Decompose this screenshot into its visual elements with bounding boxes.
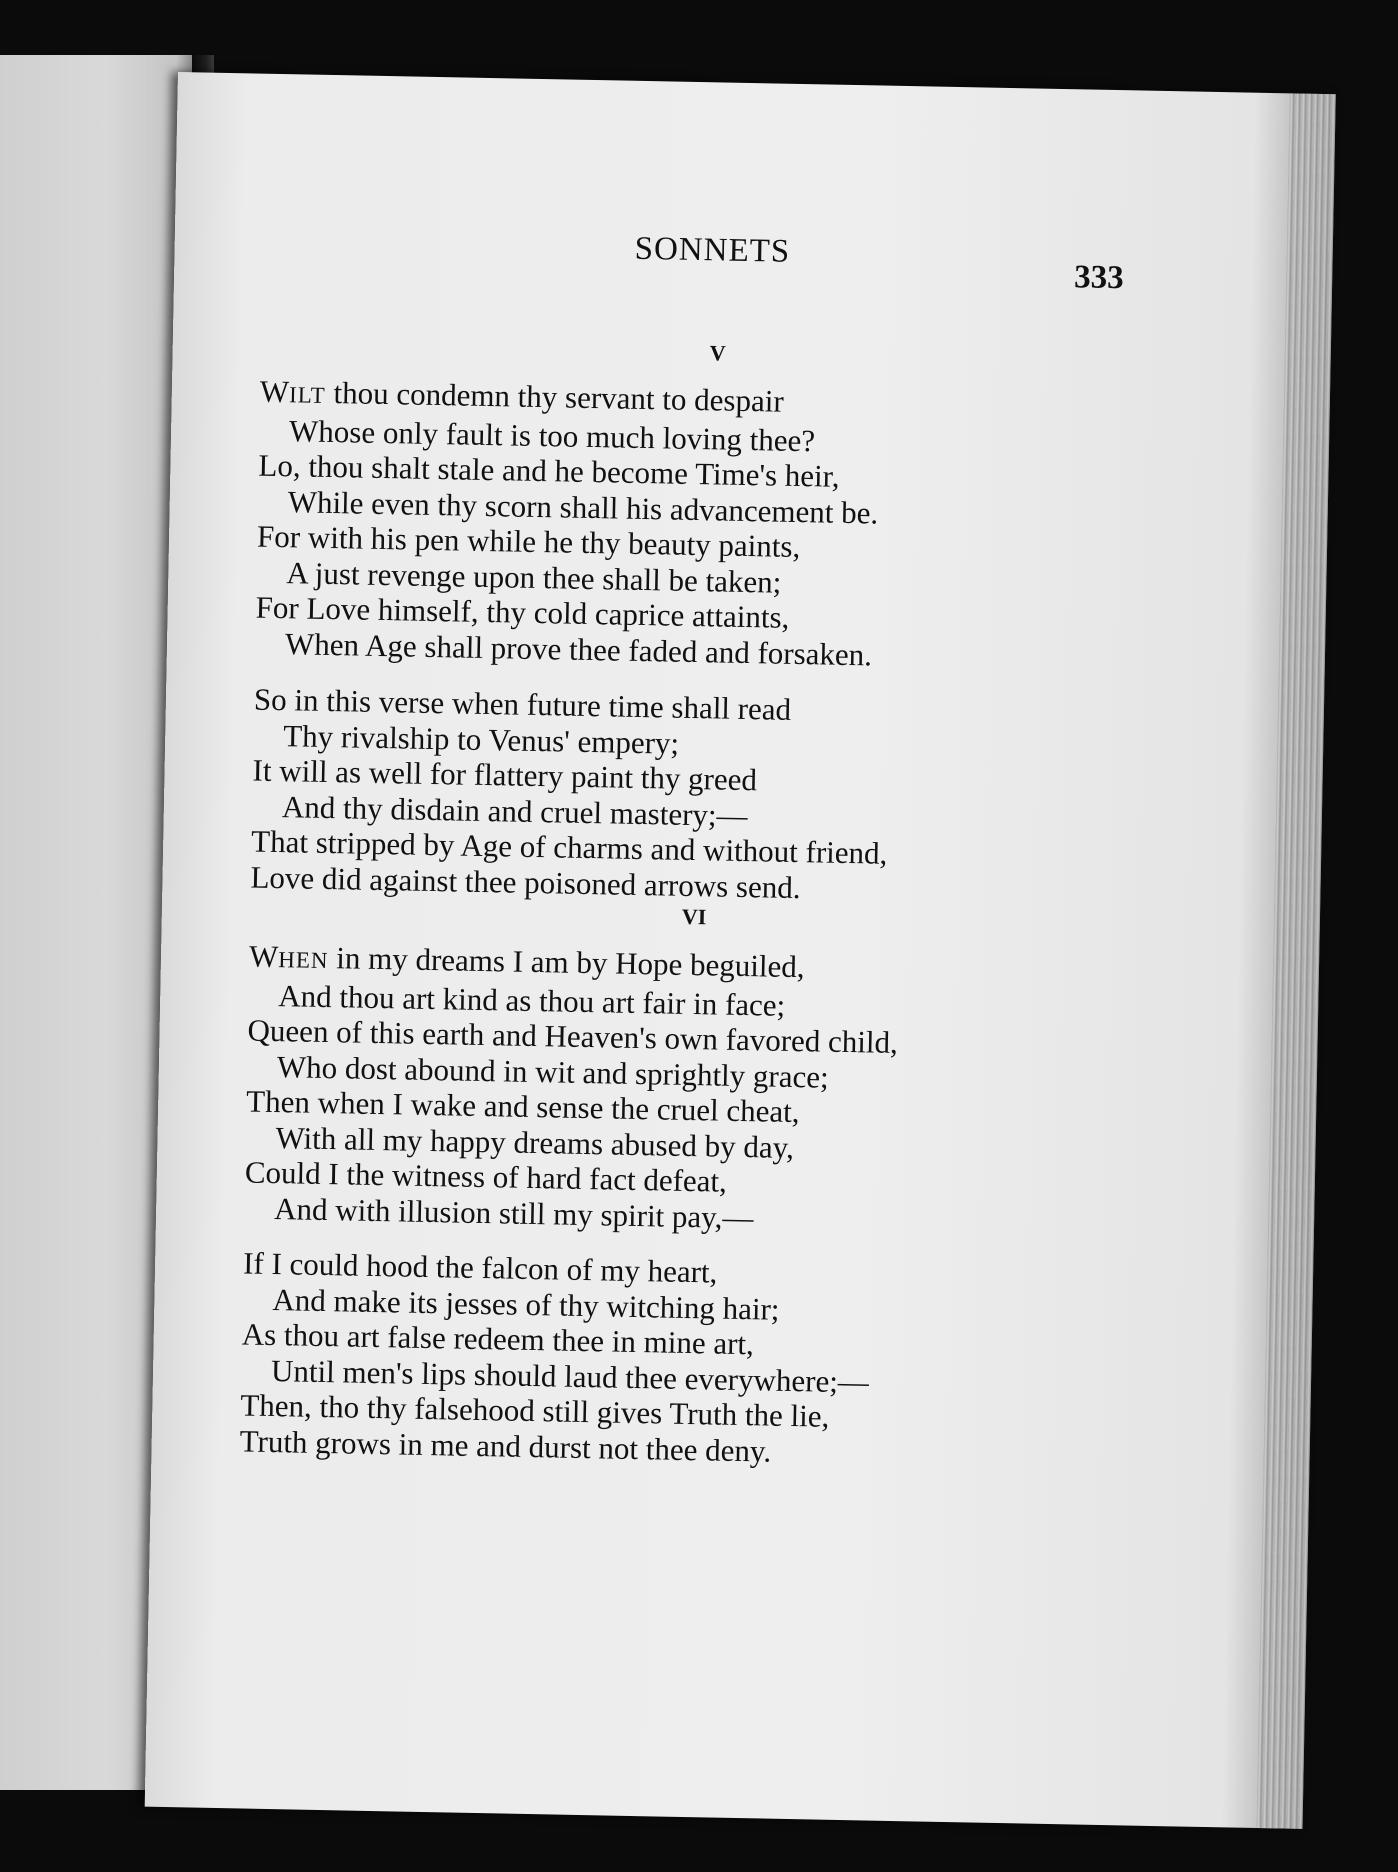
- verse-line: So in this verse when future time shall read: [253, 681, 792, 727]
- verse-line: And thy disdain and cruel mastery;—: [281, 788, 748, 833]
- verse-line: If I could hood the falcon of my heart,: [242, 1245, 718, 1290]
- verse-line: Until men's lips should laud thee everywhere;—: [270, 1352, 870, 1400]
- verse-line: Whose only fault is too much loving thee?: [288, 412, 816, 458]
- line-text: thou condemn thy servant to despair: [325, 374, 785, 419]
- verse-line: Queen of this earth and Heaven's own favored child,: [247, 1012, 899, 1060]
- verse-line: And thou art kind as thou art fair in face;: [277, 977, 786, 1023]
- small-caps: ILT: [288, 382, 326, 408]
- running-head: SONNETS: [634, 230, 791, 270]
- verse-line: Then, tho thy falsehood still gives Truth the lie,: [240, 1387, 830, 1434]
- verse-line: As thou art false redeem thee in mine art,: [241, 1316, 755, 1362]
- verse-line: A just revenge upon thee shall be taken;: [286, 554, 782, 600]
- verse-line: Could I the witness of hard fact defeat,: [244, 1154, 728, 1199]
- stanza: [250, 682, 890, 907]
- verse-line: With all my happy dreams abused by day,: [275, 1119, 795, 1165]
- verse-line: When Age shall prove thee faded and forsaken.: [284, 625, 873, 672]
- verse-line: Then when I wake and sense the cruel cheat,: [245, 1083, 800, 1130]
- verse-line: For with his pen while he thy beauty paints,: [256, 518, 801, 565]
- verse-line: Who dost abound in wit and sprightly grace;: [276, 1048, 830, 1095]
- page-number: 333: [1073, 259, 1125, 297]
- page-wrap: [145, 72, 1336, 1829]
- verse-line: For Love himself, thy cold caprice attaints,: [255, 589, 790, 635]
- verse-line: While even thy scorn shall his advancement be.: [287, 483, 879, 531]
- sonnet-numeral: V: [709, 340, 726, 366]
- sonnet-numeral: VI: [681, 903, 707, 930]
- verse-line: And make its jesses of thy witching hair;: [272, 1281, 780, 1327]
- verse-line: And with illusion still my spirit pay,—: [273, 1190, 754, 1235]
- book-page: [145, 72, 1336, 1829]
- verse-line: It will as well for flattery paint thy greed: [252, 752, 758, 798]
- stanza: [239, 1245, 871, 1470]
- verse-line: Thy rivalship to Venus' empery;: [282, 717, 680, 761]
- line-text: in my dreams I am by Hope beguiled,: [328, 940, 805, 985]
- verse-line: That stripped by Age of charms and without friend,: [250, 823, 888, 871]
- stanza: [244, 939, 900, 1238]
- small-caps: HEN: [278, 947, 329, 974]
- page-edges: [1256, 93, 1335, 1829]
- initial-capital: W: [248, 938, 279, 975]
- verse-line: Truth grows in me and durst not thee deny.: [239, 1422, 772, 1469]
- stanza: [255, 374, 881, 673]
- verse-line: Love did against thee poisoned arrows send.: [250, 859, 801, 905]
- verse-line: Lo, thou shalt stale and he become Time's heir,: [258, 447, 840, 494]
- initial-capital: W: [259, 373, 290, 410]
